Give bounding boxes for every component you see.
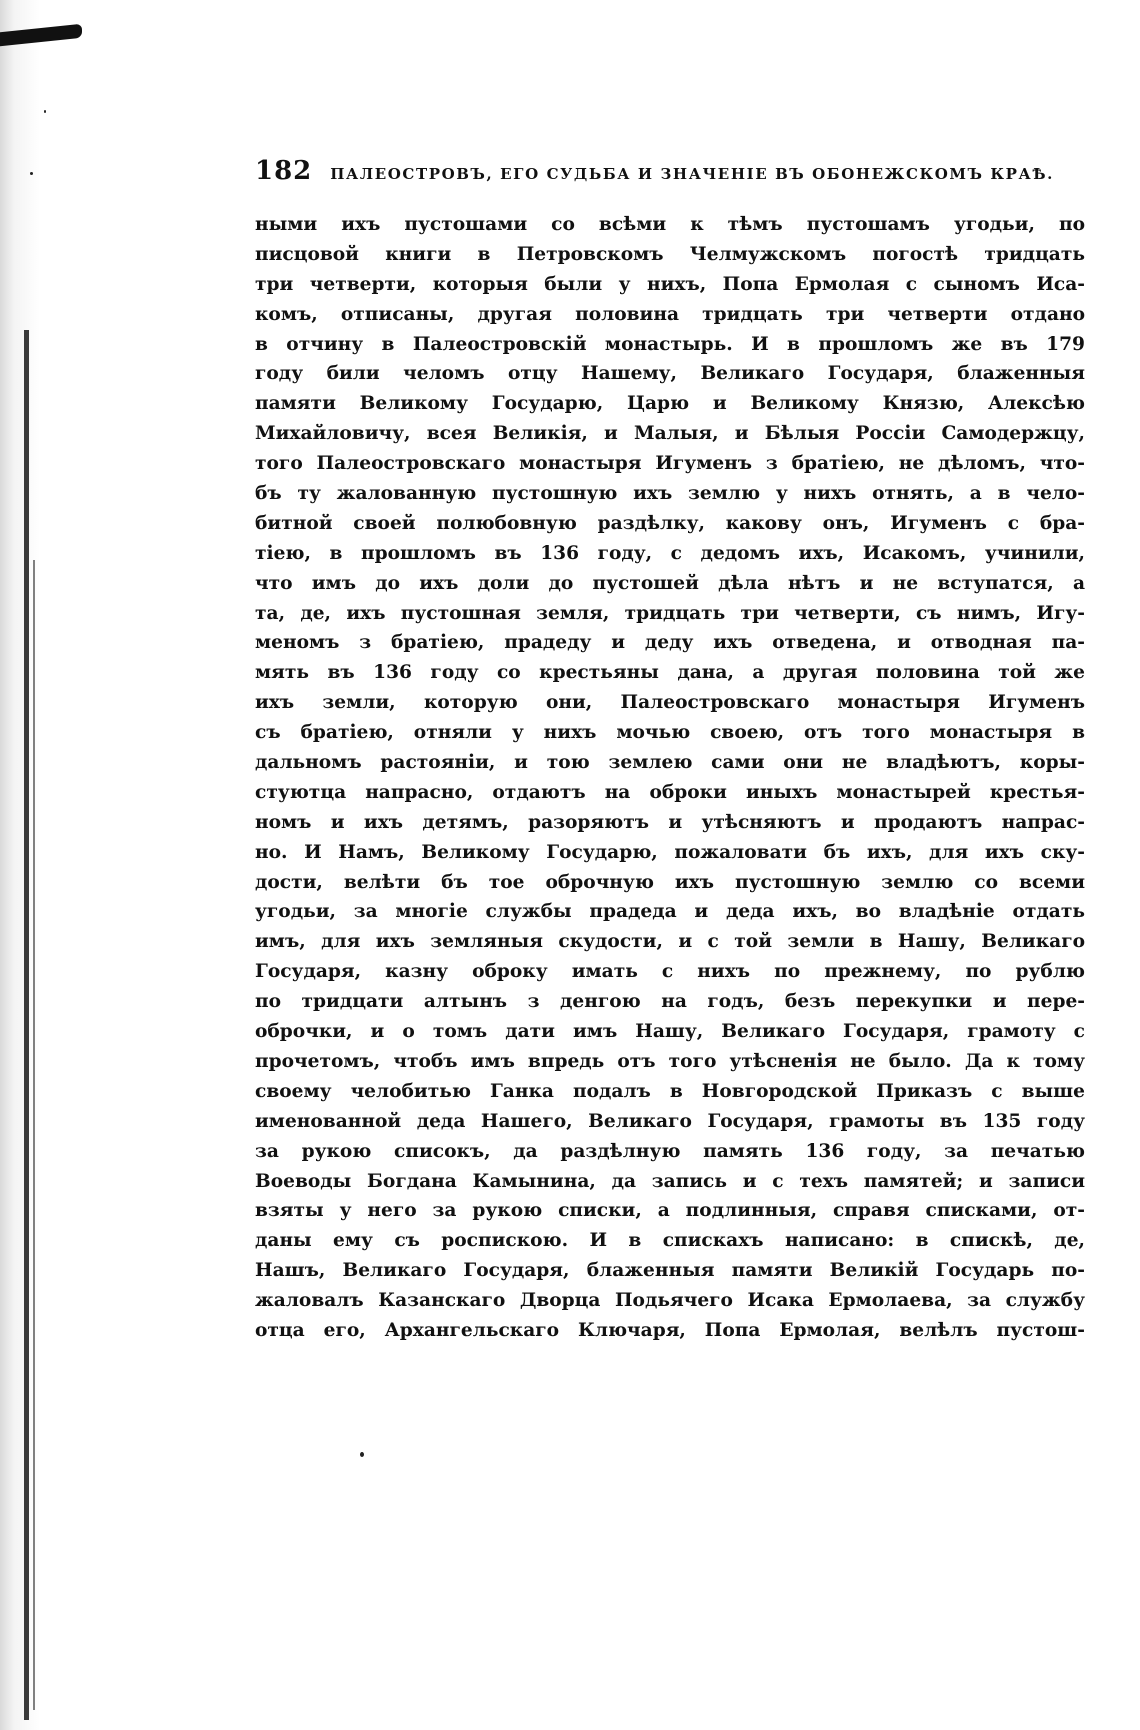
text-line: та, де, ихъ пустошная земля, тридцать три четверти, съ нимъ, Игу- (255, 602, 1085, 624)
text-line: по тридцати алтынъ з денгою на годъ, безъ перекупки и пере- (255, 991, 1085, 1013)
binding-shadow (24, 330, 29, 1720)
text-line: бъ ту жалованную пустошную ихъ землю у нихъ отнять, а в чело- (255, 483, 1085, 505)
text-line: Нашъ, Великаго Государя, блаженныя памяти Великій Государь по- (255, 1260, 1085, 1282)
text-line: стуютца напрасно, отдаютъ на оброки иныхъ монастырей крестья- (255, 781, 1085, 803)
text-line: в отчину в Палеостровскій монастырь. И в прошломъ же въ 179 (255, 333, 1085, 355)
book-page (255, 156, 1085, 1346)
text-line: имъ, для ихъ земляныя скудости, и с той земли в Нашу, Великаго (255, 931, 1085, 953)
running-title: ПАЛЕОСТРОВЪ, ЕГО СУДЬБА И ЗНАЧЕНІЕ ВЪ ОБОНЕЖСКОМЪ КРАѢ. (330, 165, 1054, 183)
text-line: меномъ з братіею, прадеду и деду ихъ отведена, и отводная па- (255, 632, 1085, 654)
text-line: тіею, в прошломъ въ 136 году, с дедомъ ихъ, Исакомъ, учинили, (255, 542, 1085, 564)
text-line: дости, велѣти бъ тое оброчную ихъ пустошную землю со всеми (255, 871, 1085, 893)
running-head (255, 156, 1085, 196)
speck (44, 110, 46, 113)
text-line: ными ихъ пустошами со всѣми к тѣмъ пустошамъ угодьи, по (255, 214, 1085, 235)
binding-shadow-thin (33, 560, 35, 1710)
text-line: своему челобитью Ганка подалъ в Новгородской Приказъ с выше (255, 1080, 1085, 1102)
text-line: даны ему съ роспискою. И в спискахъ написано: в спискѣ, де, (255, 1230, 1085, 1252)
text-line: прочетомъ, чтобъ имъ впредь отъ того утѣсненія не было. Да к тому (255, 1050, 1085, 1072)
text-line: комъ, отписаны, другая половина тридцать три четверти отдано (255, 303, 1085, 325)
text-line: взяты у него за рукою списки, а подлинныя, справя списками, от- (255, 1200, 1085, 1222)
text-line: номъ и ихъ детямъ, разоряютъ и утѣсняютъ и продаютъ напрас- (255, 811, 1085, 833)
text-line: съ братіею, отняли у нихъ мочью своею, отъ того монастыря в (255, 722, 1085, 744)
text-line: мять въ 136 году со крестьяны дана, а другая половина той же (255, 662, 1085, 684)
text-line: именованной деда Нашего, Великаго Государя, грамоты въ 135 году (255, 1110, 1085, 1132)
text-line: но. И Намъ, Великому Государю, пожаловати бъ ихъ, для ихъ ску- (255, 841, 1085, 863)
text-line: битной своей полюбовную раздѣлку, какову онъ, Игуменъ с бра- (255, 512, 1085, 534)
text-line: ихъ земли, которую они, Палеостровскаго монастыря Игуменъ (255, 692, 1085, 714)
text-line: того Палеостровскаго монастыря Игуменъ з братіею, не дѣломъ, что- (255, 453, 1085, 475)
text-line: что имъ до ихъ доли до пустошей дѣла нѣтъ и не вступатся, а (255, 572, 1085, 594)
speck (30, 172, 33, 175)
text-line: писцовой книги в Петровскомъ Челмужскомъ погостѣ тридцать (255, 243, 1085, 265)
text-line: Государя, казну оброку имать с нихъ по прежнему, по рублю (255, 961, 1085, 983)
text-line: оброчки, и о томъ дати имъ Нашу, Великаго Государя, грамоту с (255, 1021, 1085, 1043)
text-line: памяти Великому Государю, Царю и Великому Князю, Алексѣю (255, 393, 1085, 415)
text-line: за рукою списокъ, да раздѣлную память 136 году, за печатью (255, 1140, 1085, 1162)
text-line: Воеводы Богдана Камынина, да запись и с техъ памятей; и записи (255, 1170, 1085, 1192)
speck (360, 1452, 364, 1457)
body-text (255, 210, 1085, 1346)
text-line: Михайловичу, всея Великія, и Малыя, и Бѣлыя Россіи Самодержцу, (255, 423, 1085, 445)
text-line: три четверти, которыя были у нихъ, Попа Ермолая с сыномъ Иса- (255, 273, 1085, 295)
text-line: угодьи, за многіе службы прадеда и деда ихъ, во владѣніе отдать (255, 901, 1085, 923)
page-number: 182 (255, 156, 313, 186)
text-line: дальномъ растояніи, и тою землею сами они не владѣютъ, коры- (255, 752, 1085, 774)
text-line: году били челомъ отцу Нашему, Великаго Государя, блаженныя (255, 363, 1085, 385)
text-line: отца его, Архангельскаго Ключаря, Попа Ермолая, велѣлъ пустош- (255, 1319, 1085, 1341)
text-line: жаловалъ Казанскаго Дворца Подьячего Исака Ермолаева, за службу (255, 1290, 1085, 1312)
